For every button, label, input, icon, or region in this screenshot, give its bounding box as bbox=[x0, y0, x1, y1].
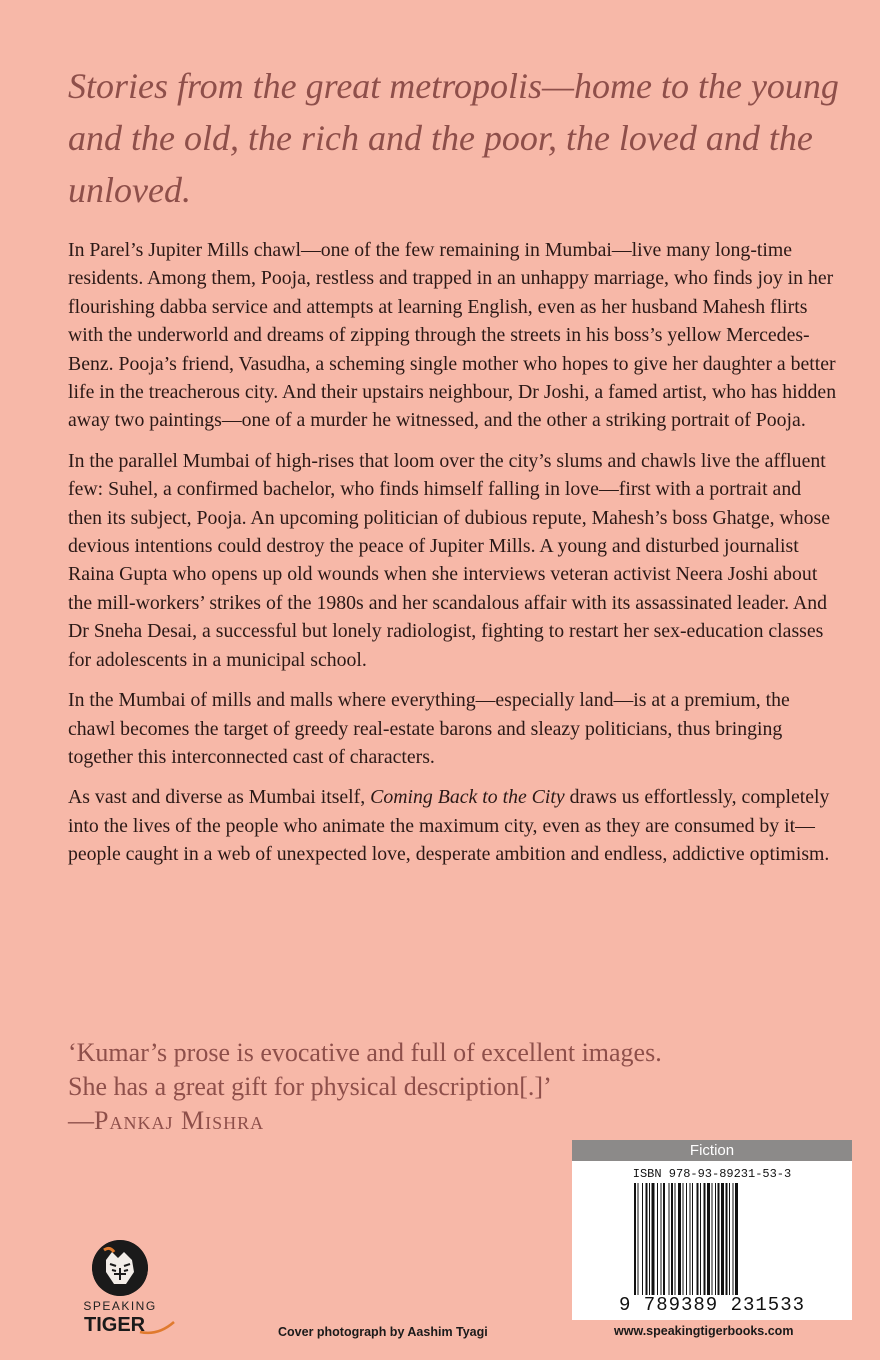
quote-line-2: She has a great gift for physical description[.]’ bbox=[68, 1072, 552, 1101]
blurb-paragraph-1: In Parel’s Jupiter Mills chawl—one of the few remaining in Mumbai—live many long-time residents. Among them, Pooja, restless and trapped in an unhappy marriage, who finds joy in her flourishing dabba service and attempts at learning English, even as her husband Mahesh flirts with the underworld and dreams of zipping through the streets in his boss’s yellow Mercedes-Benz. Pooja’s friend, Vasudha, a scheming single mother who hopes to give her daughter a better life in the treacherous city. And their upstairs neighbour, Dr Joshi, a famed artist, who has hidden away two paintings—one of a murder he witnessed, and the other a striking portrait of Pooja. bbox=[68, 239, 837, 432]
attribution-name: Pankaj Mishra bbox=[94, 1106, 265, 1135]
quote-attribution bbox=[68, 1104, 848, 1138]
publisher-website: www.speakingtigerbooks.com bbox=[614, 1324, 794, 1338]
swoosh-icon bbox=[138, 1320, 178, 1336]
isbn-digits: 9 789389 231533 bbox=[618, 1294, 806, 1316]
cover-photo-credit: Cover photograph by Aashim Tyagi bbox=[278, 1325, 488, 1339]
blurb-paragraph-3: In the Mumbai of mills and malls where everything—especially land—is at a premium, the chawl becomes the target of greedy real-estate barons and sleazy politicians, thus bringing together this interconnected cast of characters. bbox=[68, 689, 790, 768]
blurb-paragraph-4 bbox=[68, 783, 838, 868]
blurb-p4-rest: draws us effortlessly, completely into the lives of the people who animate the maximum city, even as they are consumed by it—people caught in a web of unexpected love, desperate ambition and endless, addictive optimism. bbox=[68, 786, 830, 866]
book-title: Coming Back to the City bbox=[370, 786, 565, 809]
review-quote bbox=[68, 1036, 848, 1138]
blurb-p4-intro: As vast and diverse as Mumbai itself, bbox=[68, 786, 371, 809]
tagline: Stories from the great metropolis—home to the young and the old, the rich and the poor, the loved and the unloved. bbox=[68, 66, 839, 210]
barcode-box bbox=[572, 1140, 852, 1320]
isbn-label: ISBN 978-93-89231-53-3 bbox=[632, 1167, 792, 1181]
attribution-dash: — bbox=[68, 1106, 94, 1135]
blurb-paragraph-2: In the parallel Mumbai of high-rises that loom over the city’s slums and chawls live the affluent few: Suhel, a confirmed bachelor, who finds himself falling in love—first with a portrait and then its subject, Pooja. An upcoming politician of dubious repute, Mahesh’s boss Ghatge, whose devious intentions could destroy the peace of Jupiter Mills. A young and disturbed journalist Raina Gupta who opens up old wounds when she interviews veteran activist Neera Joshi about the mill-workers’ strikes of the 1980s and her scandalous affair with its assassinated leader. And Dr Sneha Desai, a successful but lonely radiologist, fighting to restart her sex-education classes for adolescents in a municipal school. bbox=[68, 449, 831, 671]
category-label: Fiction bbox=[572, 1140, 852, 1161]
publisher-name-line-2: TIGER bbox=[84, 1314, 146, 1336]
quote-line-1: ‘Kumar’s prose is evocative and full of excellent images. bbox=[68, 1038, 662, 1067]
tiger-head-icon bbox=[92, 1240, 148, 1296]
blurb bbox=[68, 236, 838, 881]
barcode-bars bbox=[632, 1183, 792, 1295]
publisher-logo bbox=[82, 1236, 172, 1346]
publisher-name-line-1: SPEAKING bbox=[83, 1299, 157, 1313]
